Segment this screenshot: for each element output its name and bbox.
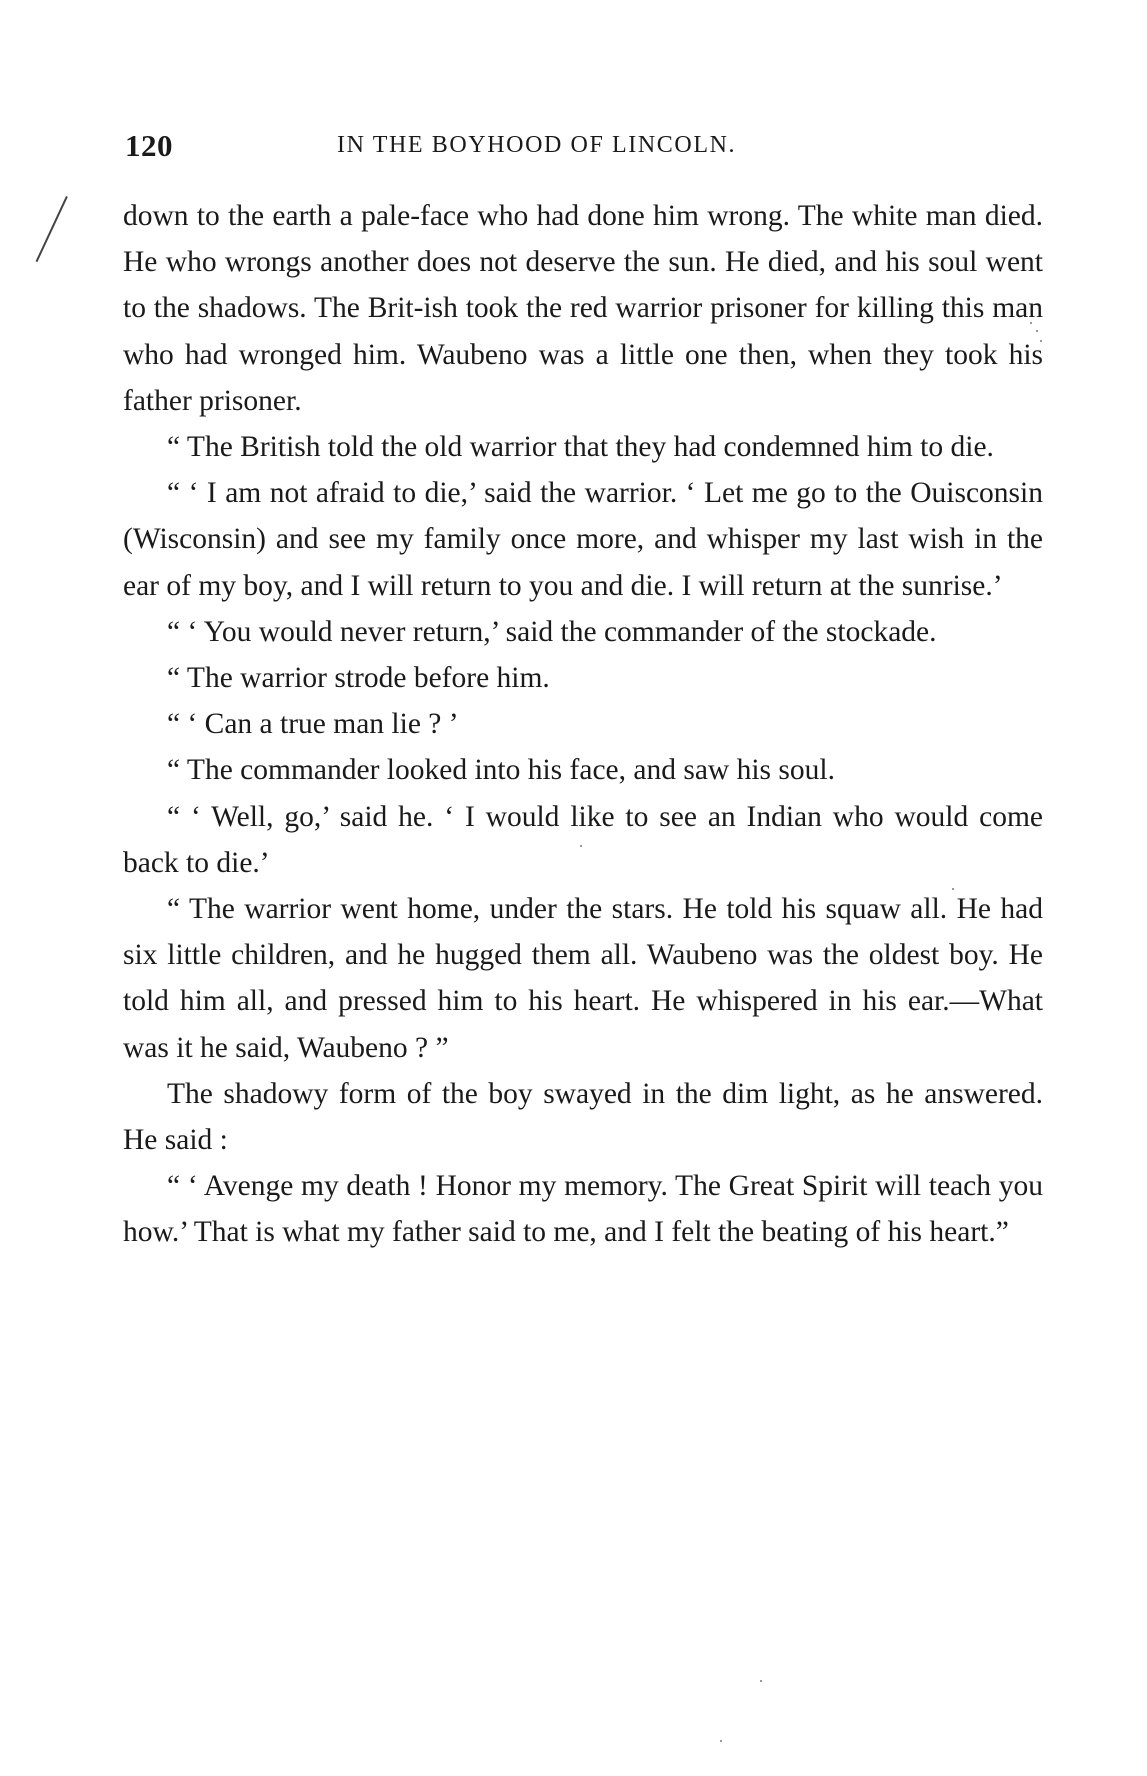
paragraph: “ ‘ I am not afraid to die,’ said the warrior. ‘ Let me go to the Ouisconsin (Wisconsin) and see my family once more, and whisper my last wish in the ear of my boy, and I will return to you and die. I will return at the sunrise.’: [123, 477, 1043, 602]
pencil-mark-icon: [36, 196, 68, 262]
running-head: IN THE BOYHOOD OF LINCOLN.: [337, 132, 737, 158]
paragraph: “ The warrior went home, under the stars. He told his squaw all. He had six little children, and he hugged them all. Waubeno was the oldest boy. He told him all, and pressed him to his heart. He whispered in his ear.—What was it he said, Waubeno ? ”: [123, 893, 1043, 1064]
paragraph: “ The British told the old warrior that they had condemned him to die.: [167, 431, 994, 464]
margin-speck: [720, 1740, 722, 1742]
page-number: 120: [125, 128, 173, 163]
paragraph: “ The commander looked into his face, and saw his soul.: [167, 754, 835, 787]
paragraph: “ ‘ Well, go,’ said he. ‘ I would like to see an Indian who would come back to die.’: [123, 800, 1043, 879]
page-header: [125, 128, 1045, 168]
paragraph: “ The warrior strode before him.: [167, 662, 550, 695]
body-text: [123, 193, 1043, 1256]
paragraph: “ ‘ Can a true man lie ? ’: [167, 708, 459, 741]
paragraph: “ ‘ Avenge my death ! Honor my memory. The Great Spirit will teach you how.’ That is what my father said to me, and I felt the beating of his heart.”: [123, 1170, 1043, 1249]
paragraph: The shadowy form of the boy swayed in the dim light, as he answered. He said :: [123, 1077, 1043, 1157]
margin-speck: [760, 1680, 762, 1682]
paragraph: “ ‘ You would never return,’ said the commander of the stockade.: [167, 615, 937, 648]
paragraph: down to the earth a pale-face who had done him wrong. The white man died. He who wrongs another does not deserve the sun. He died, and his soul went to the shadows. The Brit-ish took the red warrior prisoner for killing this man who had wronged him. Waubeno was a little one then, when they took his father prisoner.: [123, 200, 1043, 417]
